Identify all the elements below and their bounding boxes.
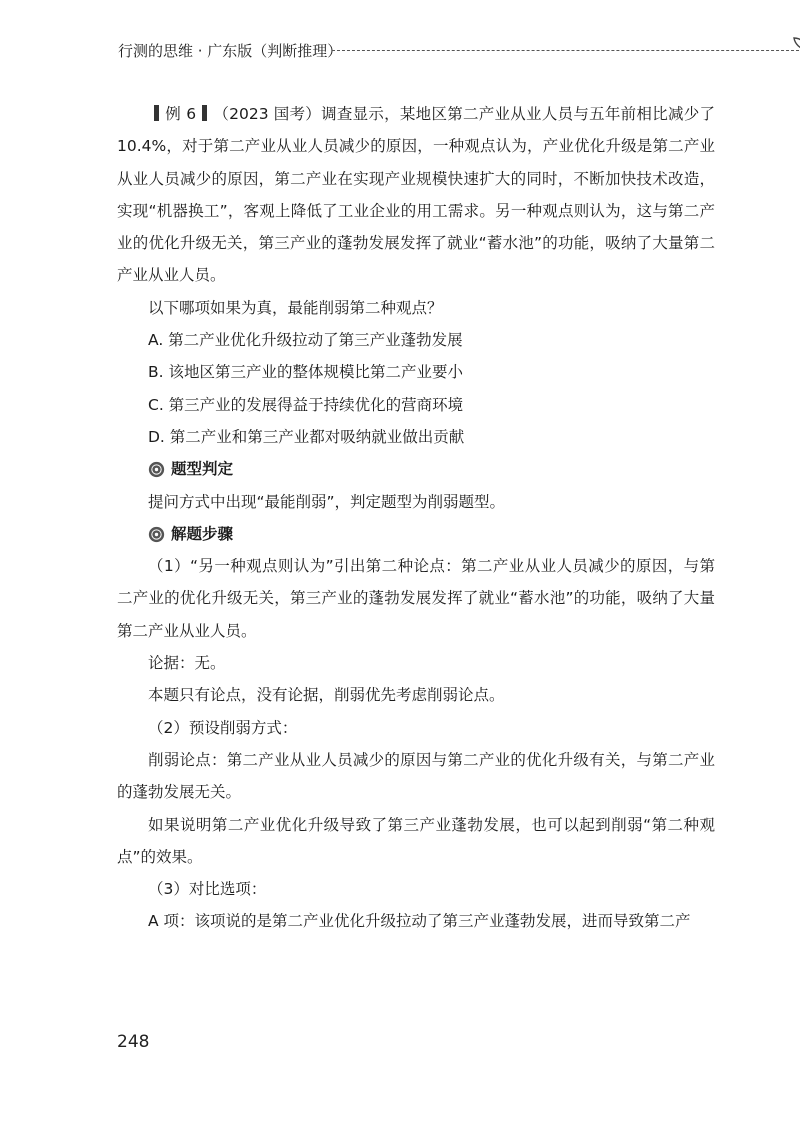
step-paragraph: 削弱论点：第二产业从业人员减少的原因与第二产业的优化升级有关，与第二产业的蓬勃发展无关。 [117, 750, 715, 802]
option-b: B. 该地区第三产业的整体规模比第二产业要小 [148, 363, 463, 382]
option-c: C. 第三产业的发展得益于持续优化的营商环境 [148, 395, 464, 414]
step-paragraph: （2）预设削弱方式： [148, 718, 298, 737]
header-title: 行测的思维 · 广东版（判断推理） [118, 42, 343, 60]
example-marker-left [154, 105, 159, 121]
step-paragraph: （1）“另一种观点则认为”引出第二种论点：第二产业从业人员减少的原因，与第二产业的优化升级无关，第三产业的蓬勃发展发挥了就业“蓄水池”的功能，吸纳了大量第二产业从业人员。 [117, 557, 715, 640]
header-rule [332, 50, 800, 51]
sprout-icon [790, 34, 800, 68]
section-type-heading [117, 453, 715, 485]
example-text: 调查显示，某地区第二产业从业人员与五年前相比减少了 10.4%，对于第二产业从业人员减少的原因，一种观点认为，产业优化升级是第二产业从业人员减少的原因，第二产业在实现产业规模快速扩大的同时，不断加快技术改造，实现“机器换工”，客观上降低了工业企业的用工需求。另一种观点则认为，这与第二产业的优化升级无关，第三产业的蓬勃发展发挥了就业“蓄水池”的功能，吸纳了大量第二产业从业人员。 [117, 105, 715, 285]
example-label: 例 6 [165, 105, 197, 123]
step-paragraph: 如果说明第二产业优化升级导致了第三产业蓬勃发展，也可以起到削弱“第二种观点”的效果。 [117, 815, 715, 866]
flower-badge-icon [148, 526, 165, 543]
example-source: （2023 国考） [213, 105, 322, 123]
page-body [117, 98, 715, 938]
flower-badge-icon [148, 461, 165, 478]
step-paragraph: （3）对比选项： [148, 880, 267, 899]
section-type-title: 题型判定 [171, 460, 234, 479]
section-type-text: 提问方式中出现“最能削弱”，判定题型为削弱题型。 [148, 492, 506, 511]
page-number: 248 [117, 1032, 150, 1052]
running-header [118, 34, 718, 64]
option-a: A. 第二产业优化升级拉动了第三产业蓬勃发展 [148, 331, 463, 350]
step-paragraph: 本题只有论点，没有论据，削弱优先考虑削弱论点。 [148, 686, 505, 705]
section-steps-title: 解题步骤 [171, 524, 234, 543]
section-steps-heading [117, 518, 715, 550]
example-marker-right [202, 105, 207, 121]
step-paragraph: 论据：无。 [148, 654, 226, 673]
example-paragraph [117, 98, 715, 292]
option-d: D. 第二产业和第三产业都对吸纳就业做出贡献 [148, 427, 465, 446]
step-paragraph: A 项：该项说的是第二产业优化升级拉动了第三产业蓬勃发展，进而导致第二产 [148, 912, 691, 931]
question: 以下哪项如果为真，最能削弱第二种观点？ [148, 298, 443, 317]
